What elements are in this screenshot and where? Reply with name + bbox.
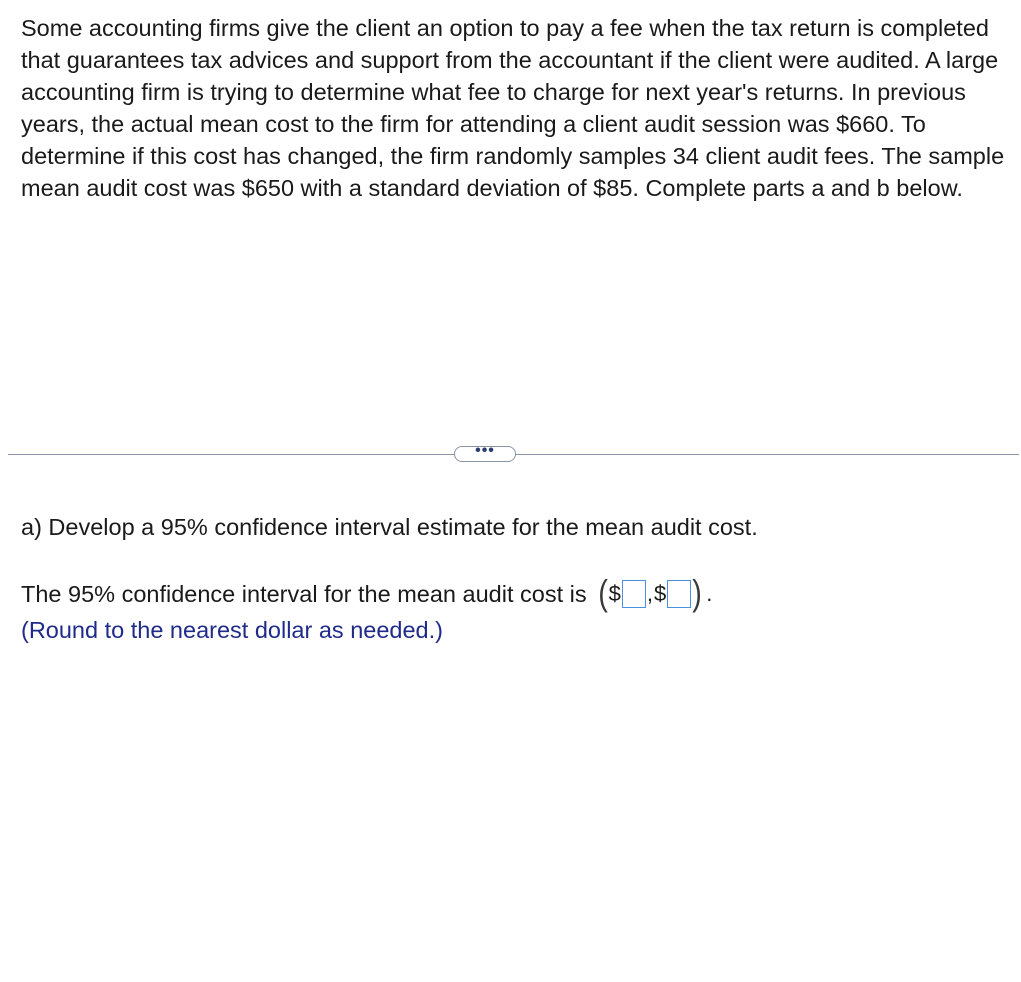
answer-prefix-text: The 95% confidence interval for the mean audit cost is [21, 581, 587, 607]
sentence-period: . [706, 581, 713, 606]
expand-more-button[interactable] [454, 442, 516, 462]
upper-bound-input[interactable] [667, 580, 691, 608]
open-paren: ( [597, 572, 608, 613]
lower-bound-input[interactable] [622, 580, 646, 608]
interval-separator: , [646, 581, 653, 606]
part-a-prompt: a) Develop a 95% confidence interval estimate for the mean audit cost. [21, 514, 758, 540]
rounding-instruction: (Round to the nearest dollar as needed.) [21, 617, 443, 643]
ellipsis-icon: ••• [475, 442, 495, 459]
problem-statement: Some accounting firms give the client an option to pay a fee when the tax return is completed that guarantees tax advices and support from the accountant if the client were audited. A large accounting firm is trying to determine what fee to charge for next year's returns. In previous years, the actual mean cost to the firm for attending a client audit session was $660. To determine if this cost has changed, the firm randomly samples 34 client audit fees. The sample mean audit cost was $650 with a standard deviation of $85. Complete parts a and b below. [21, 15, 1005, 201]
close-paren: ) [692, 572, 703, 613]
currency-symbol-upper: $ [654, 581, 667, 606]
answer-line [21, 572, 713, 613]
currency-symbol-lower: $ [608, 581, 621, 606]
